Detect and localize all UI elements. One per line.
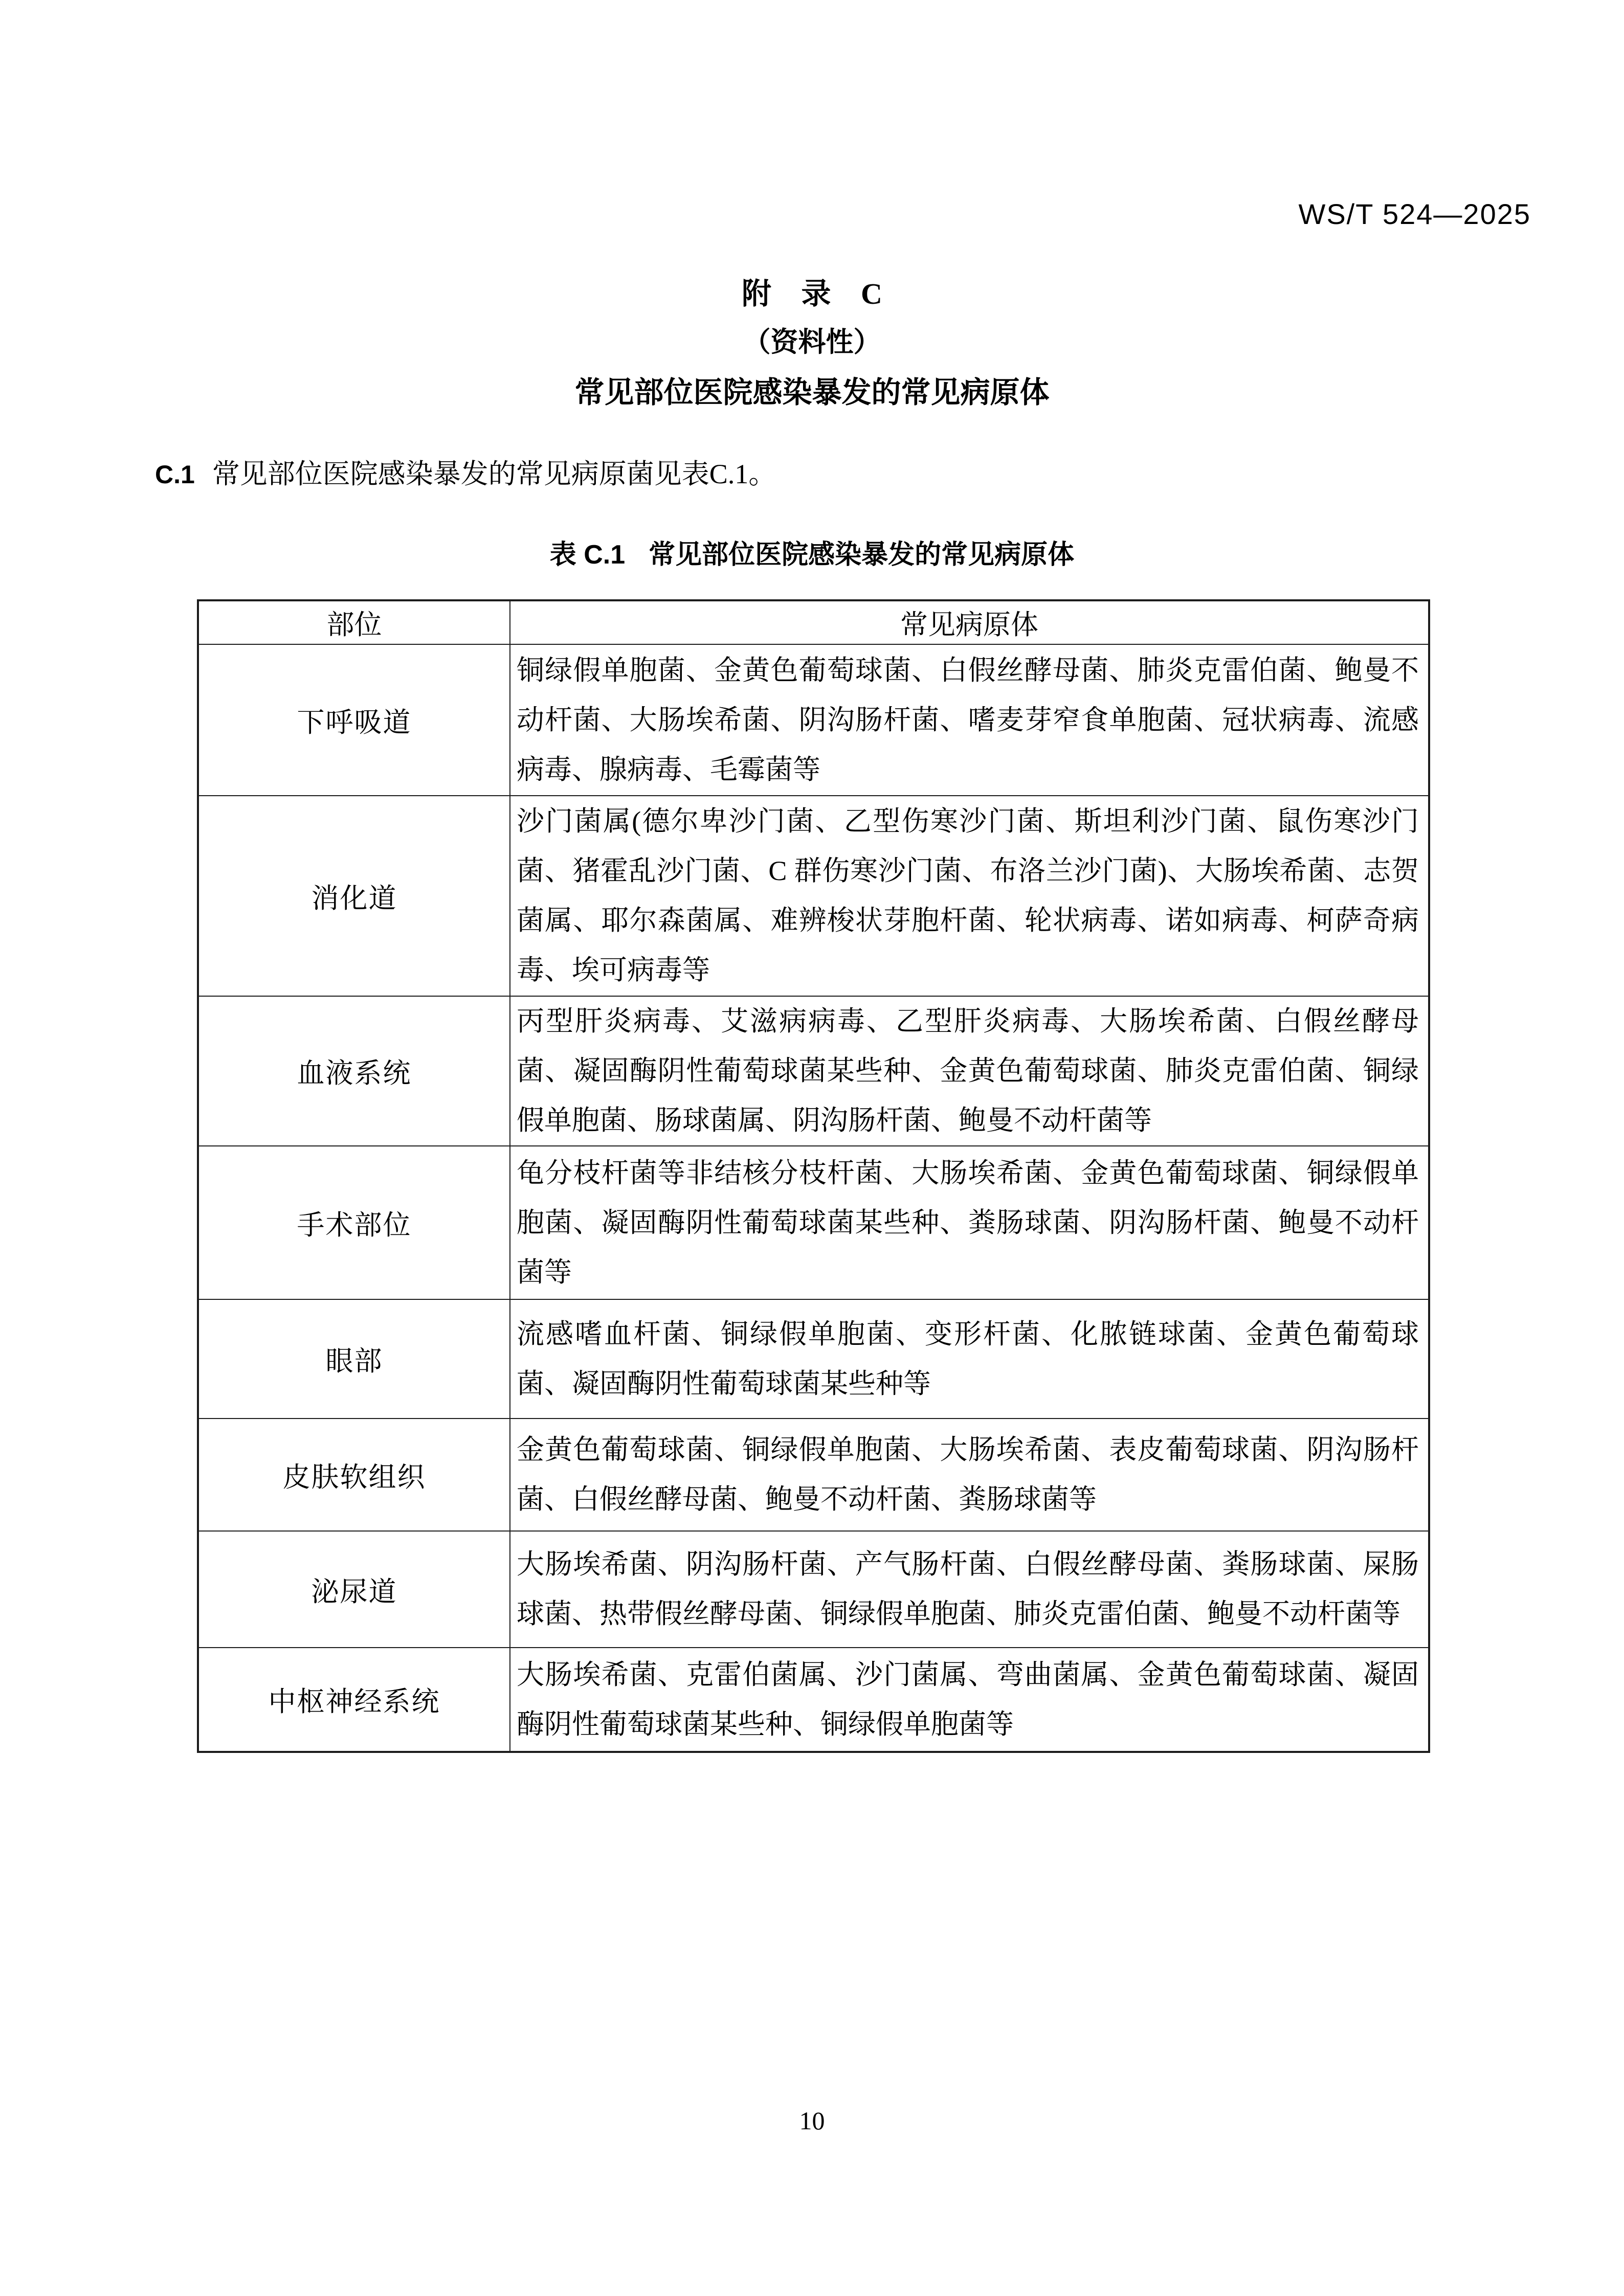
site-cell: 血液系统 [198, 996, 510, 1146]
pathogens-cell [510, 796, 1429, 996]
column-header-site: 部位 [198, 600, 510, 644]
clause-label: C.1 [155, 460, 195, 489]
pathogens-text: 流感嗜血杆菌、铜绿假单胞菌、变形杆菌、化脓链球菌、金黄色葡萄球菌、凝固酶阴性葡萄球菌某些种等 [517, 1318, 1419, 1399]
table-caption-text: 常见部位医院感染暴发的常见病原体 [649, 540, 1075, 570]
site-cell: 消化道 [198, 796, 510, 996]
pathogen-table [197, 599, 1430, 1753]
standard-number: WS/T 524—2025 [1298, 198, 1531, 230]
table-row [198, 996, 1429, 1146]
pathogens-text: 沙门菌属(德尔卑沙门菌、乙型伤寒沙门菌、斯坦利沙门菌、鼠伤寒沙门菌、猪霍乱沙门菌、C 群伤寒沙门菌、布洛兰沙门菌)、大肠埃希菌、志贺菌属、耶尔森菌属、难辨梭状芽胞杆菌、轮状病毒、诺如病毒、柯萨奇病毒、埃可病毒等 [517, 806, 1419, 985]
pathogens-cell [510, 1419, 1429, 1531]
pathogens-cell [510, 1146, 1429, 1299]
table-row [198, 644, 1429, 796]
pathogens-text: 丙型肝炎病毒、艾滋病病毒、乙型肝炎病毒、大肠埃希菌、白假丝酵母菌、凝固酶阴性葡萄球菌某些种、金黄色葡萄球菌、肺炎克雷伯菌、铜绿假单胞菌、肠球菌属、阴沟肠杆菌、鲍曼不动杆菌等 [517, 1006, 1419, 1136]
table-row [198, 1648, 1429, 1752]
table-caption-label: 表 C.1 [549, 540, 626, 570]
site-cell: 手术部位 [198, 1146, 510, 1299]
pathogens-text: 铜绿假单胞菌、金黄色葡萄球菌、白假丝酵母菌、肺炎克雷伯菌、鲍曼不动杆菌、大肠埃希菌、阴沟肠杆菌、嗜麦芽窄食单胞菌、冠状病毒、流感病毒、腺病毒、毛霉菌等 [517, 655, 1419, 785]
pathogens-cell [510, 1531, 1429, 1648]
clause-c1 [155, 452, 1532, 491]
pathogens-cell [510, 996, 1429, 1146]
clause-text: 常见部位医院感染暴发的常见病原菌见表C.1。 [212, 459, 776, 489]
site-cell: 皮肤软组织 [198, 1419, 510, 1531]
appendix-subtitle: （资料性） [743, 327, 881, 357]
table-row [198, 1299, 1429, 1419]
table-row [198, 1146, 1429, 1299]
column-header-pathogens: 常见病原体 [510, 600, 1429, 644]
site-cell: 泌尿道 [198, 1531, 510, 1648]
site-cell: 下呼吸道 [198, 644, 510, 796]
pathogens-text: 龟分枝杆菌等非结核分枝杆菌、大肠埃希菌、金黄色葡萄球菌、铜绿假单胞菌、凝固酶阴性葡萄球菌某些种、粪肠球菌、阴沟肠杆菌、鲍曼不动杆菌等 [517, 1157, 1419, 1288]
appendix-title: 附 录 C [742, 277, 882, 310]
table-row [198, 1419, 1429, 1531]
pathogens-text: 金黄色葡萄球菌、铜绿假单胞菌、大肠埃希菌、表皮葡萄球菌、阴沟肠杆菌、白假丝酵母菌、鲍曼不动杆菌、粪肠球菌等 [517, 1434, 1419, 1515]
site-cell: 眼部 [198, 1299, 510, 1419]
pathogens-text: 大肠埃希菌、克雷伯菌属、沙门菌属、弯曲菌属、金黄色葡萄球菌、凝固酶阴性葡萄球菌某些种、铜绿假单胞菌等 [517, 1659, 1419, 1740]
site-cell: 中枢神经系统 [198, 1648, 510, 1752]
pathogens-text: 大肠埃希菌、阴沟肠杆菌、产气肠杆菌、白假丝酵母菌、粪肠球菌、屎肠球菌、热带假丝酵母菌、铜绿假单胞菌、肺炎克雷伯菌、鲍曼不动杆菌等 [517, 1549, 1419, 1629]
table-caption [0, 533, 1624, 571]
appendix-heading: 常见部位医院感染暴发的常见病原体 [574, 376, 1050, 409]
table-row [198, 796, 1429, 996]
table-header-row [198, 600, 1429, 644]
pathogens-cell [510, 644, 1429, 796]
pathogens-cell [510, 1299, 1429, 1419]
page-number: 10 [799, 2106, 825, 2135]
pathogens-cell [510, 1648, 1429, 1752]
table-row [198, 1531, 1429, 1648]
